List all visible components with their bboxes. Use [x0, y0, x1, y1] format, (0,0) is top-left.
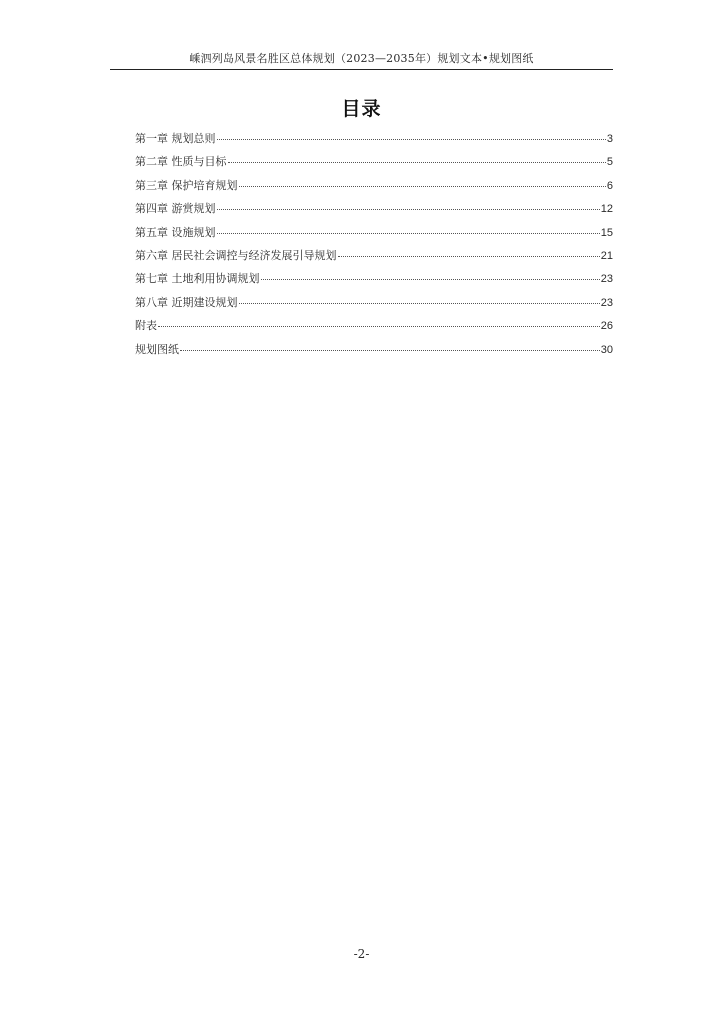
toc-dot-leader	[180, 350, 600, 351]
toc-dot-leader	[239, 186, 606, 187]
toc-entry-chapter-5[interactable]	[135, 224, 613, 247]
toc-dot-leader	[261, 279, 600, 280]
toc-dot-leader	[217, 209, 600, 210]
toc-dot-leader	[217, 233, 600, 234]
toc-entry-label: 第二章 性质与目标	[135, 155, 227, 169]
toc-dot-leader	[338, 256, 600, 257]
toc-dot-leader	[228, 162, 606, 163]
toc-entry-chapter-2[interactable]	[135, 153, 613, 176]
toc-entry-page: 15	[600, 226, 613, 239]
toc-entry-page: 6	[606, 179, 613, 192]
toc-entry-label: 第一章 规划总则	[135, 132, 216, 145]
toc-dot-leader	[217, 139, 606, 140]
toc-entry-label: 第四章 游赏规划	[135, 202, 216, 216]
toc-dot-leader	[158, 326, 600, 327]
toc-entry-label: 第五章 设施规划	[135, 225, 216, 239]
toc-entry-label: 规划图纸	[135, 342, 179, 356]
toc-entry-label: 第八章 近期建设规划	[135, 295, 238, 309]
toc-entry-label: 第三章 保护培育规划	[135, 178, 238, 192]
toc-entry-label: 附表	[135, 319, 157, 333]
toc-entry-page: 26	[600, 320, 613, 333]
toc-entry-chapter-4[interactable]	[135, 200, 613, 223]
toc-entry-page: 23	[600, 273, 613, 286]
toc-entry-chapter-3[interactable]	[135, 177, 613, 200]
toc-entry-page: 5	[606, 156, 613, 169]
toc-entry-chapter-1[interactable]	[135, 130, 613, 153]
toc-entry-page: 21	[600, 249, 613, 262]
page-title: 目录	[341, 98, 382, 120]
toc-entry-chapter-6[interactable]	[135, 247, 613, 270]
toc-entry-page: 3	[606, 133, 613, 145]
toc-entry-chapter-7[interactable]	[135, 270, 613, 293]
toc-entry-page: 12	[600, 203, 613, 216]
toc-entry-label: 第六章 居民社会调控与经济发展引导规划	[135, 248, 337, 262]
toc-entry-page: 23	[600, 296, 613, 309]
header-divider	[110, 69, 613, 70]
toc-dot-leader	[239, 303, 600, 304]
toc-entry-chapter-8[interactable]	[135, 294, 613, 317]
page-number: -2-	[353, 947, 370, 961]
table-of-contents	[135, 130, 613, 364]
toc-entry-label: 第七章 土地利用协调规划	[135, 272, 260, 286]
toc-entry-appendix-tables[interactable]	[135, 317, 613, 340]
toc-entry-page: 30	[600, 343, 613, 356]
toc-entry-planning-drawings[interactable]	[135, 341, 613, 364]
running-header: 嵊泗列岛风景名胜区总体规划（2023—2035年）规划文本•规划图纸	[189, 52, 534, 65]
